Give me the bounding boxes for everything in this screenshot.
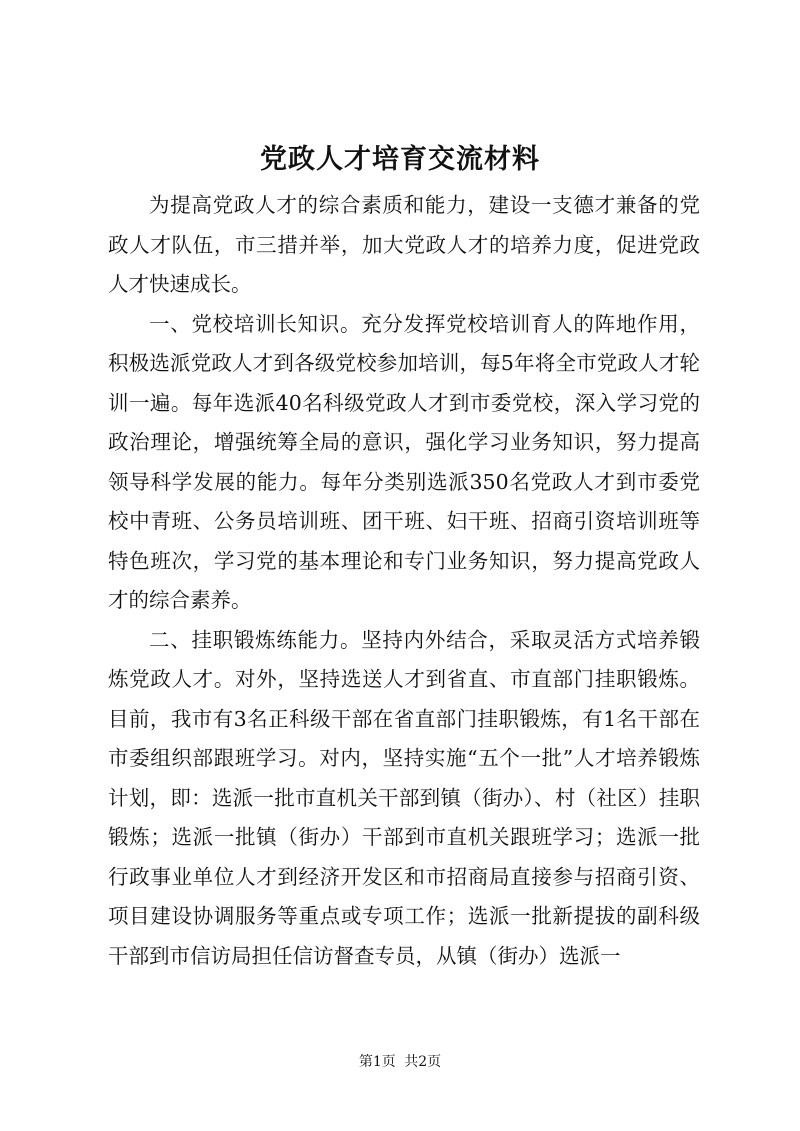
section-two-paragraph: 二、挂职锻炼练能力。坚持内外结合，采取灵活方式培养锻炼党政人才。对外，坚持选送人才到省直、市直部门挂职锻炼。目前，我市有3名正科级干部在省直部门挂职锻炼，有1名干部在市委组织部跟班学习。对内，坚持实施“五个一批”人才培养锻炼计划，即：选派一批市直机关干部到镇（街办）、村（社区）挂职锻炼；选派一批镇（街办）干部到市直机关跟班学习；选派一批行政事业单位人才到经济开发区和市招商局直接参与招商引资、项目建设协调服务等重点或专项工作；选派一批新提拔的副科级干部到市信访局担任信访督查专员，从镇（街办）选派一 xyxy=(108,627,700,968)
section-one-paragraph: 一、党校培训长知识。充分发挥党校培训育人的阵地作用，积极选派党政人才到各级党校参加培训，每5年将全市党政人才轮训一遍。每年选派40名科级党政人才到市委党校，深入学习党的政治理论，增强统筹全局的意识，强化学习业务知识，努力提高领导科学发展的能力。每年分类别选派350名党政人才到市委党校中青班、公务员培训班、团干班、妇干班、招商引资培训班等特色班次，学习党的基本理论和专门业务知识，努力提高党政人才的综合素养。 xyxy=(108,311,700,612)
document-body xyxy=(108,186,700,976)
page-total: 共2页 xyxy=(404,1054,442,1070)
page-footer xyxy=(0,1052,800,1072)
page-number: 第1页 xyxy=(358,1054,396,1070)
document-title: 党政人才培育交流材料 xyxy=(260,144,540,175)
intro-paragraph: 为提高党政人才的综合素质和能力，建设一支德才兼备的党政人才队伍，市三措并举，加大党政人才的培养力度，促进党政人才快速成长。 xyxy=(108,193,700,296)
